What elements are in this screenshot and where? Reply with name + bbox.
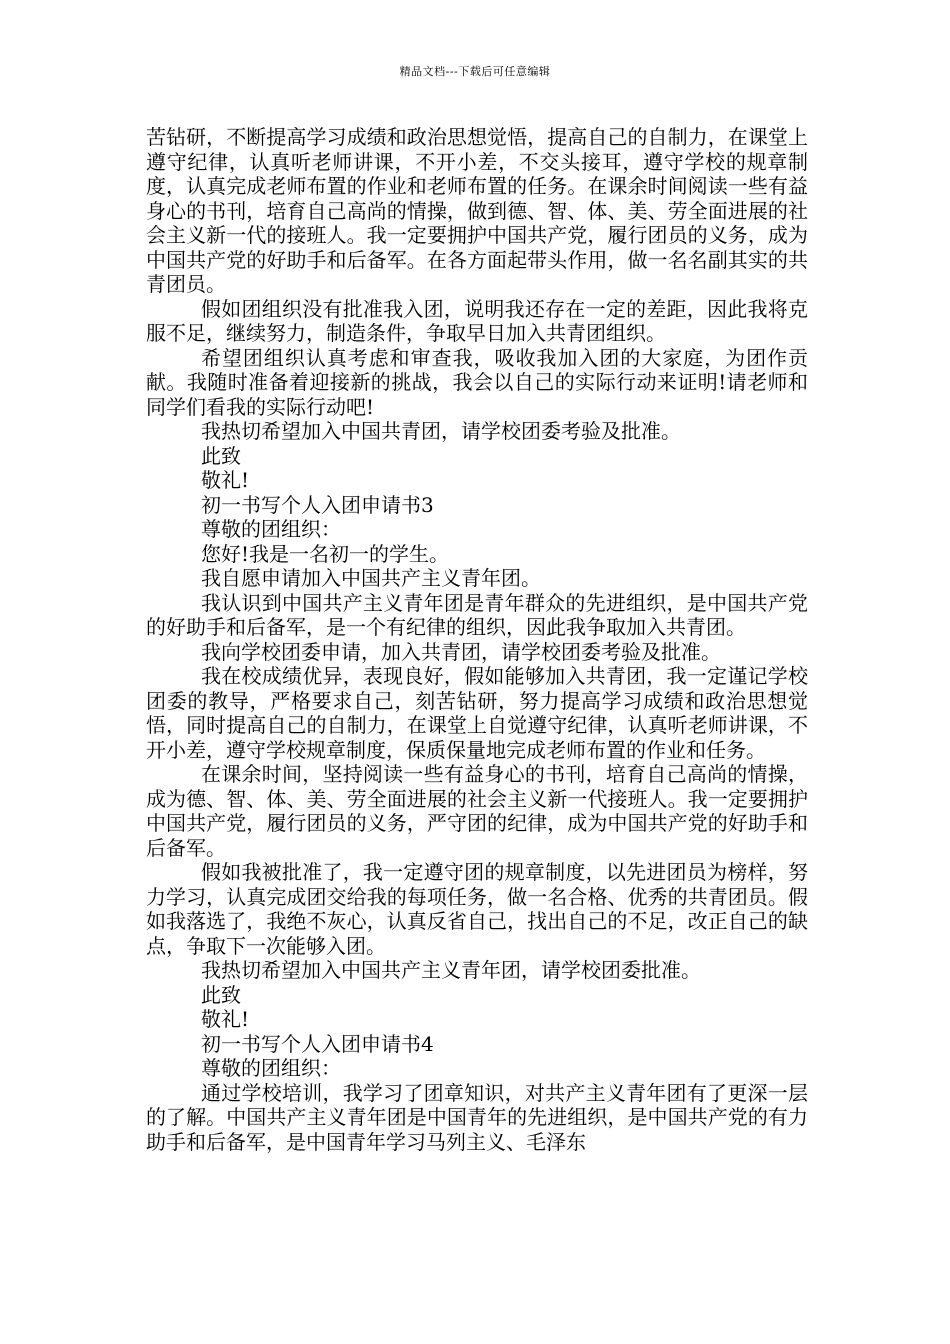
closing-salutation: 此致 xyxy=(201,982,241,1007)
paragraph: 在课余时间，坚持阅读一些有益身心的书刊，培育自己高尚的情操，成为德、智、体、美、劳全面进展的社会主义新一代接班人。我一定要拥护中国共产党，履行团员的义务，严守团的纪律，成为中国共产党的好助手和后备军。 xyxy=(146,762,808,860)
paragraph: 我热切希望加入中国共产主义青年团，请学校团委批准。 xyxy=(201,958,701,982)
section-title: 初一书写个人入团申请书3 xyxy=(201,492,434,517)
paragraph: 我认识到中国共产主义青年团是青年群众的先进组织，是中国共产党的好助手和后备军，是一个有纪律的组织，因此我争取加入共青团。 xyxy=(146,590,808,639)
section-title: 初一书写个人入团申请书4 xyxy=(201,1031,434,1056)
page-header: 精品文档---下载后可任意编辑 xyxy=(399,65,551,78)
paragraph: 苦钻研，不断提高学习成绩和政治思想觉悟，提高自己的自制力，在课堂上遵守纪律，认真听老师讲课，不开小差，不交头接耳，遵守学校的规章制度，认真完成老师布置的作业和老师布置的任务。在课余时间阅读一些有益身心的书刊，培育自己高尚的情操，做到德、智、体、美、劳全面进展的社会主义新一代的接班人。我一定要拥护中国共产党，履行团员的义务，成为中国共产党的好助手和后备军。在各方面起带头作用，做一名名副其实的共青团员。 xyxy=(146,125,808,296)
paragraph: 我向学校团委申请，加入共青团，请学校团委考验及批准。 xyxy=(201,639,721,664)
paragraph: 我自愿申请加入中国共产主义青年团。 xyxy=(201,566,541,590)
greeting: 尊敬的团组织： xyxy=(201,1056,341,1080)
paragraph: 我热切希望加入中国共青团，请学校团委考验及批准。 xyxy=(201,419,681,443)
closing-salutation: 敬礼! xyxy=(201,468,250,492)
paragraph: 假如团组织没有批准我入团，说明我还存在一定的差距，因此我将克服不足，继续努力，制造条件，争取早日加入共青团组织。 xyxy=(146,296,808,345)
document-body xyxy=(146,125,808,1154)
closing-salutation: 敬礼! xyxy=(201,1007,250,1031)
closing-salutation: 此致 xyxy=(201,443,241,468)
paragraph: 通过学校培训，我学习了团章知识，对共产主义青年团有了更深一层的了解。中国共产主义青年团是中国青年的先进组织，是中国共产党的有力助手和后备军，是中国青年学习马列主义、毛泽东 xyxy=(146,1080,808,1154)
paragraph: 希望团组织认真考虑和审查我，吸收我加入团的大家庭，为团作贡献。我随时准备着迎接新的挑战，我会以自己的实际行动来证明!请老师和同学们看我的实际行动吧! xyxy=(146,345,808,419)
paragraph: 我在校成绩优异，表现良好，假如能够加入共青团，我一定谨记学校团委的教导，严格要求自己，刻苦钻研，努力提高学习成绩和政治思想觉悟，同时提高自己的自制力，在课堂上自觉遵守纪律，认真听老师讲课，不开小差，遵守学校规章制度，保质保量地完成老师布置的作业和任务。 xyxy=(146,664,808,762)
paragraph: 您好!我是一名初一的学生。 xyxy=(201,541,450,566)
paragraph: 假如我被批准了，我一定遵守团的规章制度，以先进团员为榜样，努力学习，认真完成团交给我的每项任务，做一名合格、优秀的共青团员。假如我落选了，我绝不灰心，认真反省自己，找出自己的不足，改正自己的缺点，争取下一次能够入团。 xyxy=(146,860,808,958)
greeting: 尊敬的团组织： xyxy=(201,517,341,541)
